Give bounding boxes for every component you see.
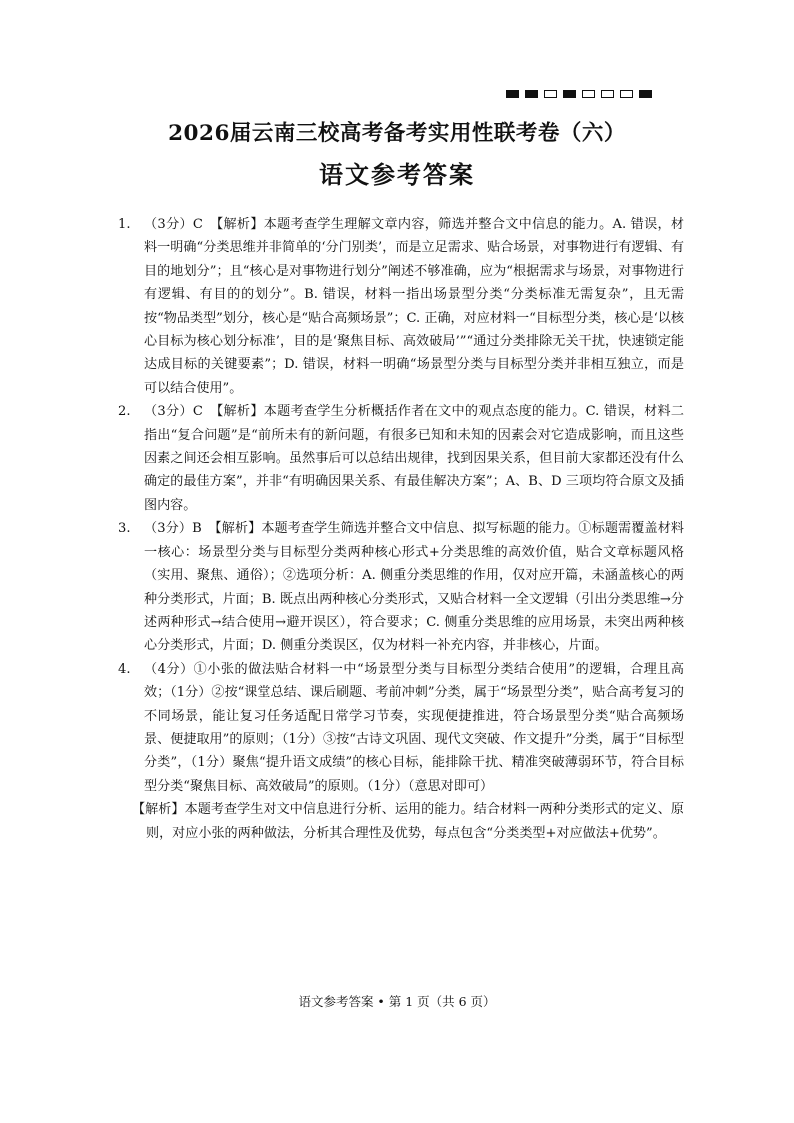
answer-text: （4分）①小张的做法贴合材料一中“场景型分类与目标型分类结合使用”的逻辑，合理且高效；（1分）②按“课堂总结、课后刷题、考前冲刺”分类，属于“场景型分类”，贴合高考复习的不同场景，能让复习任务适配日常学习节奏，实现便捷推进，符合场景型分类“贴合高频场景、便捷取用”的原则；（1分）③按“古诗文巩固、现代文突破、作文提升”分类，属于“目标型分类”，（1分）聚焦“提升语文成绩”的核心目标，能排除干扰、精准突破薄弱环节，符合目标型分类“聚焦目标、高效破局”的原则。（1分）（意思对即可） (144, 661, 684, 794)
header-mark (506, 90, 519, 98)
answer-number: 1. (118, 217, 131, 232)
header-marks (506, 90, 652, 99)
answer-list (118, 213, 684, 845)
header-mark (601, 90, 614, 98)
header-mark (563, 90, 576, 98)
answer-item-2 (118, 400, 684, 517)
page-footer: 语文参考答案 • 第 1 页（共 6 页） (298, 994, 496, 1009)
header-mark (639, 90, 652, 98)
document-subtitle: 语文参考答案 (319, 160, 475, 189)
answer-text: （3分）B 【解析】本题考查学生筛选并整合文中信息、拟写标题的能力。①标题需覆盖材料一核心：场景型分类与目标型分类两种核心形式+分类思维的高效价值，贴合文章标题风格（实用、聚焦、通俗）；②选项分析：A. 侧重分类思维的作用，仅对应开篇，未涵盖核心的两种分类形式，片面；B. 既点出两种核心分类形式，又贴合材料一全文逻辑（引出分类思维→分述两种形式→结合使用→避开误区），符合要求；C. 侧重分类思维的应用场景，未突出两种核心分类形式，片面；D. 侧重分类误区，仅为材料一补充内容，并非核心，片面。 (144, 521, 684, 654)
answer-number: 4. (118, 661, 131, 677)
header-mark (525, 90, 538, 98)
answer-item-4 (118, 658, 684, 798)
answer-text: （3分）C 【解析】本题考查学生分析概括作者在文中的观点态度的能力。C. 错误，材料二指出“复合问题”是“前所未有的新问题，有很多已知和未知的因素会对它造成影响，而且这些因素之间还会相互影响。虽然事后可以总结出规律，找到因果关系，但目前大家都还没有什么确定的最佳方案”，并非“有明确因果关系、有最佳解决方案”；A、B、D 三项均符合原文及插图内容。 (144, 404, 684, 513)
header-mark (620, 90, 633, 98)
header-mark (582, 90, 595, 98)
header-mark (544, 90, 557, 98)
answer-number: 2. (118, 404, 131, 420)
answer-text: （3分）C 【解析】本题考查学生理解文章内容，筛选并整合文中信息的能力。A. 错误，材料一明确“分类思维并非简单的‘分门别类’，而是立足需求、贴合场景，对事物进行有逻辑、有目的地划分”；且“核心是对事物进行划分”阐述不够准确，应为“根据需求与场景，对事物进行有逻辑、有目的的划分”。B. 错误，材料一指出场景型分类“分类标准无需复杂”，且无需按“物品类型”划分，核心是“贴合高频场景”；C. 正确，对应材料一“目标型分类，核心是‘以核心目标为核心划分标准’，目的是‘聚焦目标、高效破局’”“通过分类排除无关干扰，快速锁定能达成目标的关键要素”；D. 错误，材料一明确“场景型分类与目标型分类并非相互独立，而是可以结合使用”。 (144, 217, 684, 396)
document-title: 2026届云南三校高考备考实用性联考卷（六） (168, 121, 626, 146)
answer-number: 3. (118, 521, 131, 537)
answer-item-3 (118, 517, 684, 657)
answer-4-analysis: 【解析】本题考查学生对文中信息进行分析、运用的能力。结合材料一两种分类形式的定义、原则，对应小张的两种做法，分析其合理性及优势，每点包含“分类类型+对应做法+优势”。 (132, 802, 684, 841)
answer-item-1 (118, 213, 684, 400)
